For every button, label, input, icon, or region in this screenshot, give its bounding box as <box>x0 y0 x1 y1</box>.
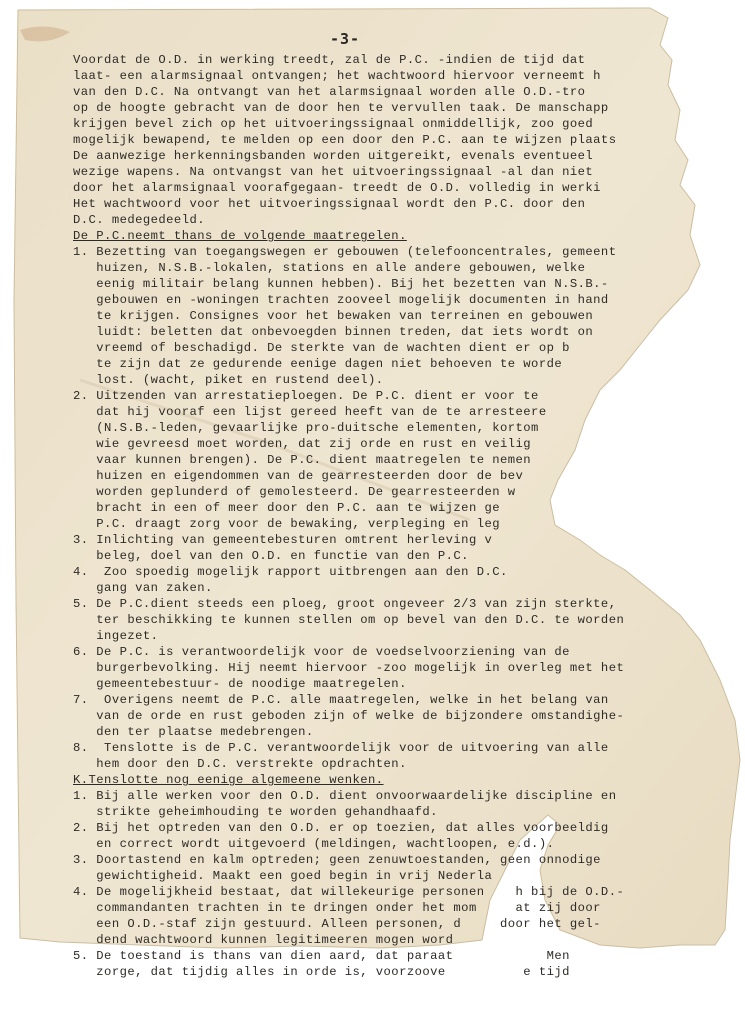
text-line: burgerbevolking. Hij neemt hiervoor -zoo mogelijk in overleg met het <box>73 661 625 675</box>
text-line: gemeentebestuur- de noodige maatregelen. <box>73 677 407 691</box>
text-line: hem door den D.C. verstrekte opdrachten. <box>73 757 407 771</box>
list-item: 1. Bezetting van toegangswegen er gebouwen (telefooncentrales, gemeent <box>73 245 617 259</box>
section-heading: De P.C.neemt thans de volgende maatregelen. <box>73 229 407 243</box>
text-line: te zijn dat ze gedurende eenige dagen niet behoeven te worde <box>73 357 563 371</box>
text-line: dend wachtwoord kunnen legitimeeren mogen word <box>73 933 454 947</box>
text-line: lost. (wacht, piket en rustend deel). <box>73 373 384 387</box>
list-item: 4. De mogelijkheid bestaat, dat willekeurige personen h bij de O.D.- <box>73 885 625 899</box>
text-line: een O.D.-staf zijn gestuurd. Alleen personen, d door het gel- <box>73 917 601 931</box>
text-line: vaar kunnen brengen). De P.C. dient maatregelen te nemen <box>73 453 532 467</box>
text-line: luidt: beletten dat onbevoegden binnen treden, dat iets wordt on <box>73 325 594 339</box>
text-line: beleg, doel van den O.D. en functie van den P.C. <box>73 549 469 563</box>
text-line: gewichtigheid. Maakt een goed begin in vrij Nederla <box>73 869 493 883</box>
text-line: ter beschikking te kunnen stellen om op bevel van den D.C. te worden <box>73 613 625 627</box>
text-line: van de orde en rust geboden zijn of welke de bijzondere omstandighe- <box>73 709 625 723</box>
text-line: wie gevreesd moet worden, dat zij orde en rust en veilig <box>73 437 532 451</box>
text-line: (N.S.B.-leden, gevaarlijke pro-duitsche elementen, kortom <box>73 421 539 435</box>
text-line: gang van zaken. <box>73 581 213 595</box>
text-line: krijgen bevel zich op het uitvoeringssignaal onmiddellijk, zoo goed <box>73 117 594 131</box>
section-heading: K.Tenslotte nog eenige algemeene wenken. <box>73 773 384 787</box>
text-line: ingezet. <box>73 629 159 643</box>
text-line: en correct wordt uitgevoerd (meldingen, wachtloopen, e.d.). <box>73 837 555 851</box>
text-line: dat hij vooraf een lijst gereed heeft van de te arresteere <box>73 405 547 419</box>
list-item: 3. Inlichting van gemeentebesturen omtrent herleving v <box>73 533 493 547</box>
list-item: 1. Bij alle werken voor den O.D. dient onvoorwaardelijke discipline en <box>73 789 617 803</box>
text-line: op de hoogte gebracht van de door hen te vervullen taak. De manschapp <box>73 101 609 115</box>
text-line: De aanwezige herkenningsbanden worden uitgereikt, evenals eventueel <box>73 149 594 163</box>
text-line: P.C. draagt zorg voor de bewaking, verpleging en leg <box>73 517 501 531</box>
list-item: 5. De toestand is thans van dien aard, dat paraat Men <box>73 949 570 963</box>
text-line: wezige wapens. Na ontvangst van het uitvoeringssignaal -al dan niet <box>73 165 594 179</box>
text-line: te krijgen. Consignes voor het bewaken van terreinen en gebouwen <box>73 309 594 323</box>
text-line: worden geplunderd of gemolesteerd. De gearresteerden w <box>73 485 516 499</box>
text-line: gebouwen en -woningen trachten zooveel mogelijk documenten in hand <box>73 293 609 307</box>
text-line: laat- een alarmsignaal ontvangen; het wachtwoord hiervoor verneemt h <box>73 69 601 83</box>
list-item: 2. Uitzenden van arrestatieploegen. De P.C. dient er voor te <box>73 389 539 403</box>
text-line: van den D.C. Na ontvangt van het alarmsignaal worden alle O.D.-tro <box>73 85 586 99</box>
text-line: D.C. medegedeeld. <box>73 213 205 227</box>
list-item: 8. Tenslotte is de P.C. verantwoordelijk voor de uitvoering van alle <box>73 741 609 755</box>
text-line: Voordat de O.D. in werking treedt, zal de P.C. -indien de tijd dat <box>73 53 586 67</box>
list-item: 7. Overigens neemt de P.C. alle maatregelen, welke in het belang van <box>73 693 609 707</box>
text-line: Het wachtwoord voor het uitvoeringssignaal wordt den P.C. door den <box>73 197 586 211</box>
text-line: den ter plaatse medebrengen. <box>73 725 314 739</box>
page-number: -3- <box>330 30 361 48</box>
text-line: mogelijk bewapend, te melden op een door den P.C. aan te wijzen plaats <box>73 133 617 147</box>
text-line: strikte geheimhouding te worden gehandhaafd. <box>73 805 438 819</box>
list-item: 4. Zoo spoedig mogelijk rapport uitbrengen aan den D.C. <box>73 565 508 579</box>
list-item: 6. De P.C. is verantwoordelijk voor de voedselvoorziening van de <box>73 645 570 659</box>
text-line: bracht in een of meer door den P.C. aan te wijzen ge <box>73 501 501 515</box>
text-line: vreemd of beschadigd. De sterkte van de wachten dient er op b <box>73 341 570 355</box>
text-line: commandanten trachten in te dringen onder het mom at zij door <box>73 901 601 915</box>
list-item: 2. Bij het optreden van den O.D. er op toezien, dat alles voorbeeldig <box>73 821 609 835</box>
text-line: huizen en eigendommen van de gearresteerden door de bev <box>73 469 524 483</box>
text-line: eenig militair belang kunnen hebben). Bij het bezetten van N.S.B.- <box>73 277 609 291</box>
text-line: zorge, dat tijdig alles in orde is, voorzoove e tijd <box>73 965 570 979</box>
text-line: door het alarmsignaal voorafgegaan- treedt de O.D. volledig in werki <box>73 181 601 195</box>
text-line: huizen, N.S.B.-lokalen, stations en alle andere gebouwen, welke <box>73 261 586 275</box>
list-item: 3. Doortastend en kalm optreden; geen zenuwtoestanden, geen onnodige <box>73 853 601 867</box>
list-item: 5. De P.C.dient steeds een ploeg, groot ongeveer 2/3 van zijn sterkte, <box>73 597 617 611</box>
